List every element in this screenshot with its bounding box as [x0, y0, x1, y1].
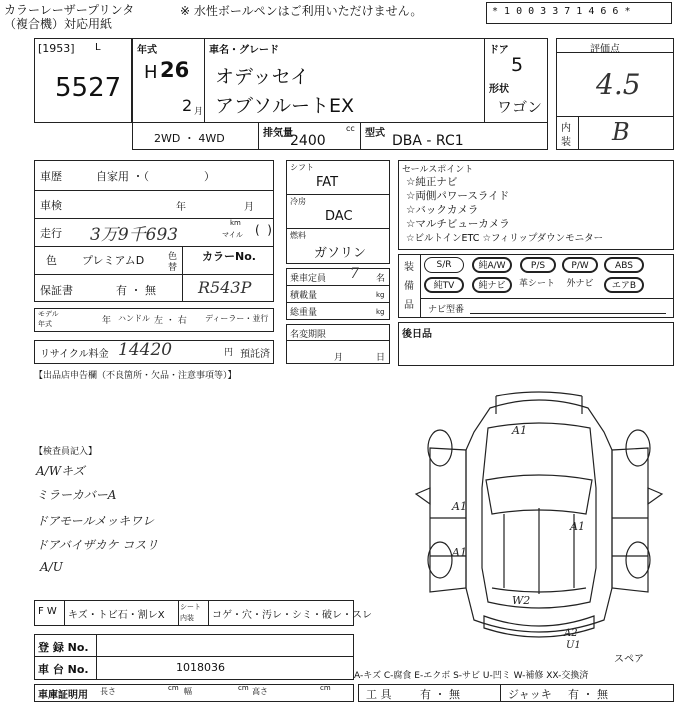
- cert-cm: cm: [168, 684, 179, 692]
- inspector-note: ミラーカバーA: [36, 488, 117, 502]
- sales-points-title: セールスポイント: [402, 165, 474, 175]
- mileage-value: 3万9千693: [90, 225, 179, 245]
- warranty-label: 保証書: [40, 284, 73, 297]
- handle-label: ハンドル: [118, 314, 150, 323]
- capacity-label: 乗車定員: [290, 274, 327, 284]
- inspector-note: A/U: [40, 560, 63, 574]
- equip-power-window: P/W: [562, 257, 598, 273]
- sales-point-item: ☆マルチビューカメラ: [406, 218, 510, 230]
- doors: 5: [511, 54, 524, 76]
- cert-width: 幅: [184, 687, 192, 696]
- name-label: 車名・グレード: [209, 45, 279, 56]
- seat-legend: コゲ・穴・汚レ・シミ・破レ・スレ: [212, 610, 372, 621]
- fuel-value: ガソリン: [314, 246, 367, 261]
- reg-label: 名変期限: [290, 330, 327, 340]
- color-change-2: 替: [168, 263, 178, 273]
- capacity-unit: 名: [376, 274, 386, 284]
- body-shape: ワゴン: [497, 98, 543, 116]
- color-no: R543P: [198, 278, 252, 297]
- weight-unit: kg: [376, 308, 385, 316]
- exhibitor-notes-label: 【出品店申告欄（不良箇所・欠品・注意事項等）】: [34, 371, 237, 381]
- inspector-label: 【検査員記入】: [34, 447, 98, 457]
- ac-label: 冷房: [290, 197, 306, 206]
- drive-type: 2WD ・ 4WD: [154, 132, 225, 145]
- model-code-label: 型式: [365, 128, 385, 139]
- fw-label: F W: [38, 606, 57, 617]
- grade: アブソルートEX: [215, 95, 355, 117]
- sales-point-item: ☆ビルトインETC ☆フィリップダウンモニター: [406, 233, 604, 244]
- color-value: プレミアムD: [82, 254, 145, 267]
- color-change-1: 色: [168, 252, 178, 262]
- weight-label: 総重量: [290, 308, 318, 318]
- navi-model-label: ナビ型番: [428, 305, 465, 315]
- cert-cm: cm: [238, 684, 249, 692]
- equipment-label-2: 備: [404, 281, 414, 292]
- equip-abs: ABS: [604, 257, 644, 273]
- car-damage-diagram: [400, 388, 678, 650]
- shift-label: シフト: [290, 163, 314, 172]
- damage-legend: A-キズ C-腐食 E-エクボ S-サビ U-凹ミ W-補修 XX-交換済: [354, 671, 589, 681]
- inspector-note: ドアモールメッキワレ: [36, 514, 155, 528]
- reg-no-label: 登 録 No.: [38, 641, 89, 654]
- printer-note-2: （複合機）対応用紙: [4, 17, 113, 31]
- warranty-value: 有 ・ 無: [116, 284, 156, 297]
- serial-barcode: * 1 0 0 3 3 7 1 4 6 6 *: [492, 6, 631, 17]
- history-value: 自家用 ・（ ）: [96, 170, 215, 183]
- equip-leather-seat: 革シート: [518, 279, 555, 289]
- cc-unit: cc: [346, 124, 355, 133]
- capacity-value: 7: [350, 266, 359, 282]
- sales-point-item: ☆バックカメラ: [406, 204, 479, 216]
- damage-mark: A2: [564, 628, 578, 639]
- year: 26: [160, 58, 190, 82]
- door-label: ドア: [489, 45, 509, 56]
- seat-label-2: 内装: [180, 614, 194, 622]
- handle-value: 左 ・ 右: [154, 316, 187, 326]
- mileage-label: 走行: [40, 227, 62, 240]
- era: H: [144, 62, 158, 83]
- equip-power-steering: P/S: [520, 257, 556, 273]
- inspection-year: 年: [176, 202, 186, 213]
- history-label: 車歴: [40, 170, 62, 183]
- spare-label: スペア: [614, 654, 644, 665]
- interior-label-2: 装: [561, 137, 571, 148]
- model-name: オデッセイ: [215, 66, 310, 88]
- recycle-label: リサイクル料金: [40, 349, 109, 360]
- inspector-note: ドアバイザカケ コスリ: [36, 538, 159, 552]
- overall-score: 4.5: [596, 68, 641, 101]
- equipment-label-1: 装: [404, 262, 414, 273]
- model-year-label-2: 年式: [38, 320, 52, 328]
- equip-navi: 純ナビ: [472, 277, 512, 293]
- damage-mark: A1: [512, 424, 527, 437]
- dealer-label: ディーラー・並行: [205, 314, 269, 323]
- damage-mark: U1: [566, 640, 581, 651]
- shape-label: 形状: [489, 84, 509, 95]
- damage-mark: W2: [512, 594, 531, 607]
- pen-note: ※ 水性ボールペンはご利用いただけません。: [180, 4, 423, 18]
- tools-value: 有 ・ 無: [420, 688, 460, 701]
- equip-aftermarket-navi: 外ナビ: [566, 279, 594, 289]
- equip-airbag: エアB: [604, 277, 644, 293]
- equip-alloy-wheel: 純A/W: [472, 257, 512, 273]
- month: 2: [182, 96, 193, 115]
- cert-cm: cm: [320, 684, 331, 692]
- damage-mark: A1: [452, 500, 467, 513]
- cert-label: 車庫証明用: [38, 690, 88, 701]
- inspection-label: 車検: [40, 199, 62, 212]
- cert-length: 長さ: [100, 687, 116, 696]
- equip-sunroof: S/R: [424, 257, 464, 273]
- interior-score: B: [612, 118, 630, 146]
- color-label: 色: [46, 254, 57, 267]
- damage-mark: A1: [452, 546, 467, 559]
- reg-month: 月: [334, 353, 344, 363]
- year-label: 年式: [137, 45, 157, 56]
- month-unit: 月: [194, 107, 204, 117]
- lot-code: [1953]: [38, 42, 75, 55]
- fuel-label: 燃料: [290, 231, 306, 240]
- jack-value: 有 ・ 無: [568, 688, 608, 701]
- fw-legend: キズ・トビ石・割レX: [68, 610, 165, 621]
- later-items-label: 後日品: [402, 329, 432, 340]
- recycle-value: 14420: [118, 340, 173, 360]
- load-unit: kg: [376, 291, 385, 299]
- equip-tv: 純TV: [424, 277, 464, 293]
- jack-label: ジャッキ: [508, 688, 552, 701]
- inspection-month: 月: [244, 202, 254, 213]
- shift-value: FAT: [316, 175, 339, 190]
- equipment-label-3: 品: [404, 300, 414, 311]
- recycle-status: 預託済: [240, 349, 270, 360]
- grade-label: 評価点: [590, 44, 620, 55]
- interior-label-1: 内: [561, 123, 571, 134]
- sales-point-item: ☆両側パワースライド: [406, 190, 510, 202]
- color-no-label: カラーNo.: [202, 250, 256, 263]
- cert-height: 高さ: [252, 687, 268, 696]
- seat-label-1: シート: [180, 603, 201, 611]
- lot-number: 5527: [55, 73, 122, 103]
- model-code: DBA - RC1: [392, 133, 464, 149]
- later-items-box: [398, 322, 674, 366]
- lot-mark: L: [95, 42, 101, 53]
- load-label: 積載量: [290, 291, 318, 301]
- model-year-unit: 年: [102, 316, 112, 326]
- inspector-note: A/Wキズ: [36, 464, 85, 478]
- chassis-label: 車 台 No.: [38, 663, 89, 676]
- model-year-label-1: モデル: [38, 310, 59, 318]
- tools-label: 工 具: [366, 688, 392, 701]
- displacement: 2400: [290, 133, 326, 149]
- mileage-unit-km: km: [230, 219, 241, 227]
- mileage-unit-mile: マイル: [222, 231, 243, 239]
- recycle-unit: 円: [224, 348, 234, 358]
- reg-day: 日: [376, 353, 386, 363]
- ac-value: DAC: [325, 209, 353, 224]
- printer-note: カラーレーザープリンタ: [4, 3, 135, 17]
- damage-mark: A1: [570, 520, 585, 533]
- chassis-number: 1018036: [176, 661, 225, 674]
- sales-point-item: ☆純正ナビ: [406, 176, 458, 188]
- displacement-label: 排気量: [263, 128, 293, 139]
